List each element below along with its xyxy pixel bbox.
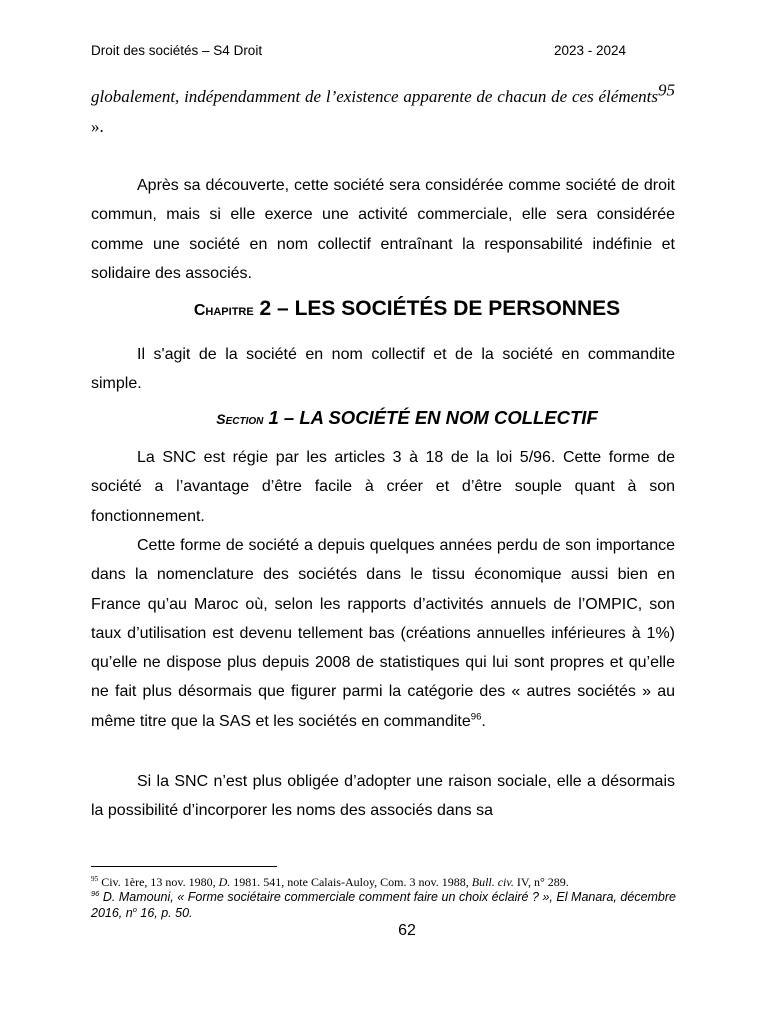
- footnote-95-text-b: 1981. 541, note Calais-Auloy, Com. 3 nov. 1988,: [230, 875, 472, 889]
- paragraph-discovery: Après sa découverte, cette société sera considérée comme société de droit commun, mais si elle exerce une activité commerciale, elle sera considérée comme une société en nom collectif entraînant la responsabilité indéfinie et solidaire des associés.: [91, 177, 675, 282]
- quote-continuation: [91, 82, 675, 143]
- page-number: 62: [398, 922, 416, 939]
- header-course-title: Droit des sociétés – S4 Droit: [91, 43, 263, 58]
- footnote-95-number: 95: [91, 875, 99, 883]
- footnote-96: [91, 889, 676, 921]
- section-label: Section: [216, 411, 264, 427]
- footnote-separator: [91, 866, 277, 867]
- quote-close: ».: [91, 117, 104, 137]
- footnote-95: [91, 875, 676, 890]
- section-heading: [0, 407, 768, 429]
- chapter-label: Chapitre: [193, 302, 254, 319]
- paragraph-snc-decline-end: .: [481, 712, 486, 730]
- footnote-95-italic-b: Bull. civ.: [471, 875, 514, 889]
- running-header: [91, 43, 626, 58]
- paragraph-snc-decline: [91, 531, 675, 736]
- footnote-95-italic-a: D.: [218, 875, 231, 889]
- chapter-heading: [0, 297, 768, 321]
- footnote-95-text-a: Civ. 1ère, 13 nov. 1980,: [98, 875, 219, 889]
- paragraph-intro: Il s'agit de la société en nom collectif et de la société en commandite simple.: [91, 346, 675, 393]
- paragraph-snc-regime: La SNC est régie par les articles 3 à 18 de la loi 5/96. Cette forme de société a l’avantage d’être facile à créer et d’être souple quant à son fonctionnement.: [91, 449, 675, 525]
- footnote-96-number: 96: [91, 888, 100, 898]
- paragraph-snc-decline-text: Cette forme de société a depuis quelques années perdu de son importance dans la nomenclature des sociétés dans le tissu économique aussi bien en France qu’au Maroc où, selon les rapports d’activités annuels de l’OMPIC, son taux d’utilisation est devenu tellement bas (créations annuelles inférieures à 1%) qu’elle ne dispose plus depuis 2008 de statistiques qui lui sont propres et qu’elle ne fait plus désormais que figurer parmi la catégorie des « autres sociétés » au même titre que la SAS et les sociétés en commandite: [91, 537, 675, 730]
- footnote-ref-96[interactable]: 96: [470, 711, 482, 723]
- section-title: 1 – LA SOCIÉTÉ EN NOM COLLECTIF: [263, 407, 598, 428]
- quote-text: globalement, indépendamment de l’existence apparente de chacun de ces éléments: [91, 87, 658, 106]
- chapter-title: 2 – LES SOCIÉTÉS DE PERSONNES: [253, 297, 621, 320]
- footnote-ref-95[interactable]: 95: [658, 80, 675, 100]
- footnote-96-text-b: 16, p. 50.: [136, 906, 193, 920]
- footnote-96-text-a: D. Mamouni, « Forme sociétaire commerciale comment faire un choix éclairé ? », El Manara, décembre 2016, n: [91, 890, 676, 920]
- footnote-96-superscript-o: o: [132, 904, 137, 914]
- paragraph-raison-sociale: Si la SNC n’est plus obligée d’adopter une raison sociale, elle a désormais la possibilité d’incorporer les noms des associés dans sa: [91, 773, 675, 820]
- header-year: 2023 - 2024: [553, 43, 626, 58]
- footnote-95-text-c: IV, n° 289.: [513, 875, 569, 889]
